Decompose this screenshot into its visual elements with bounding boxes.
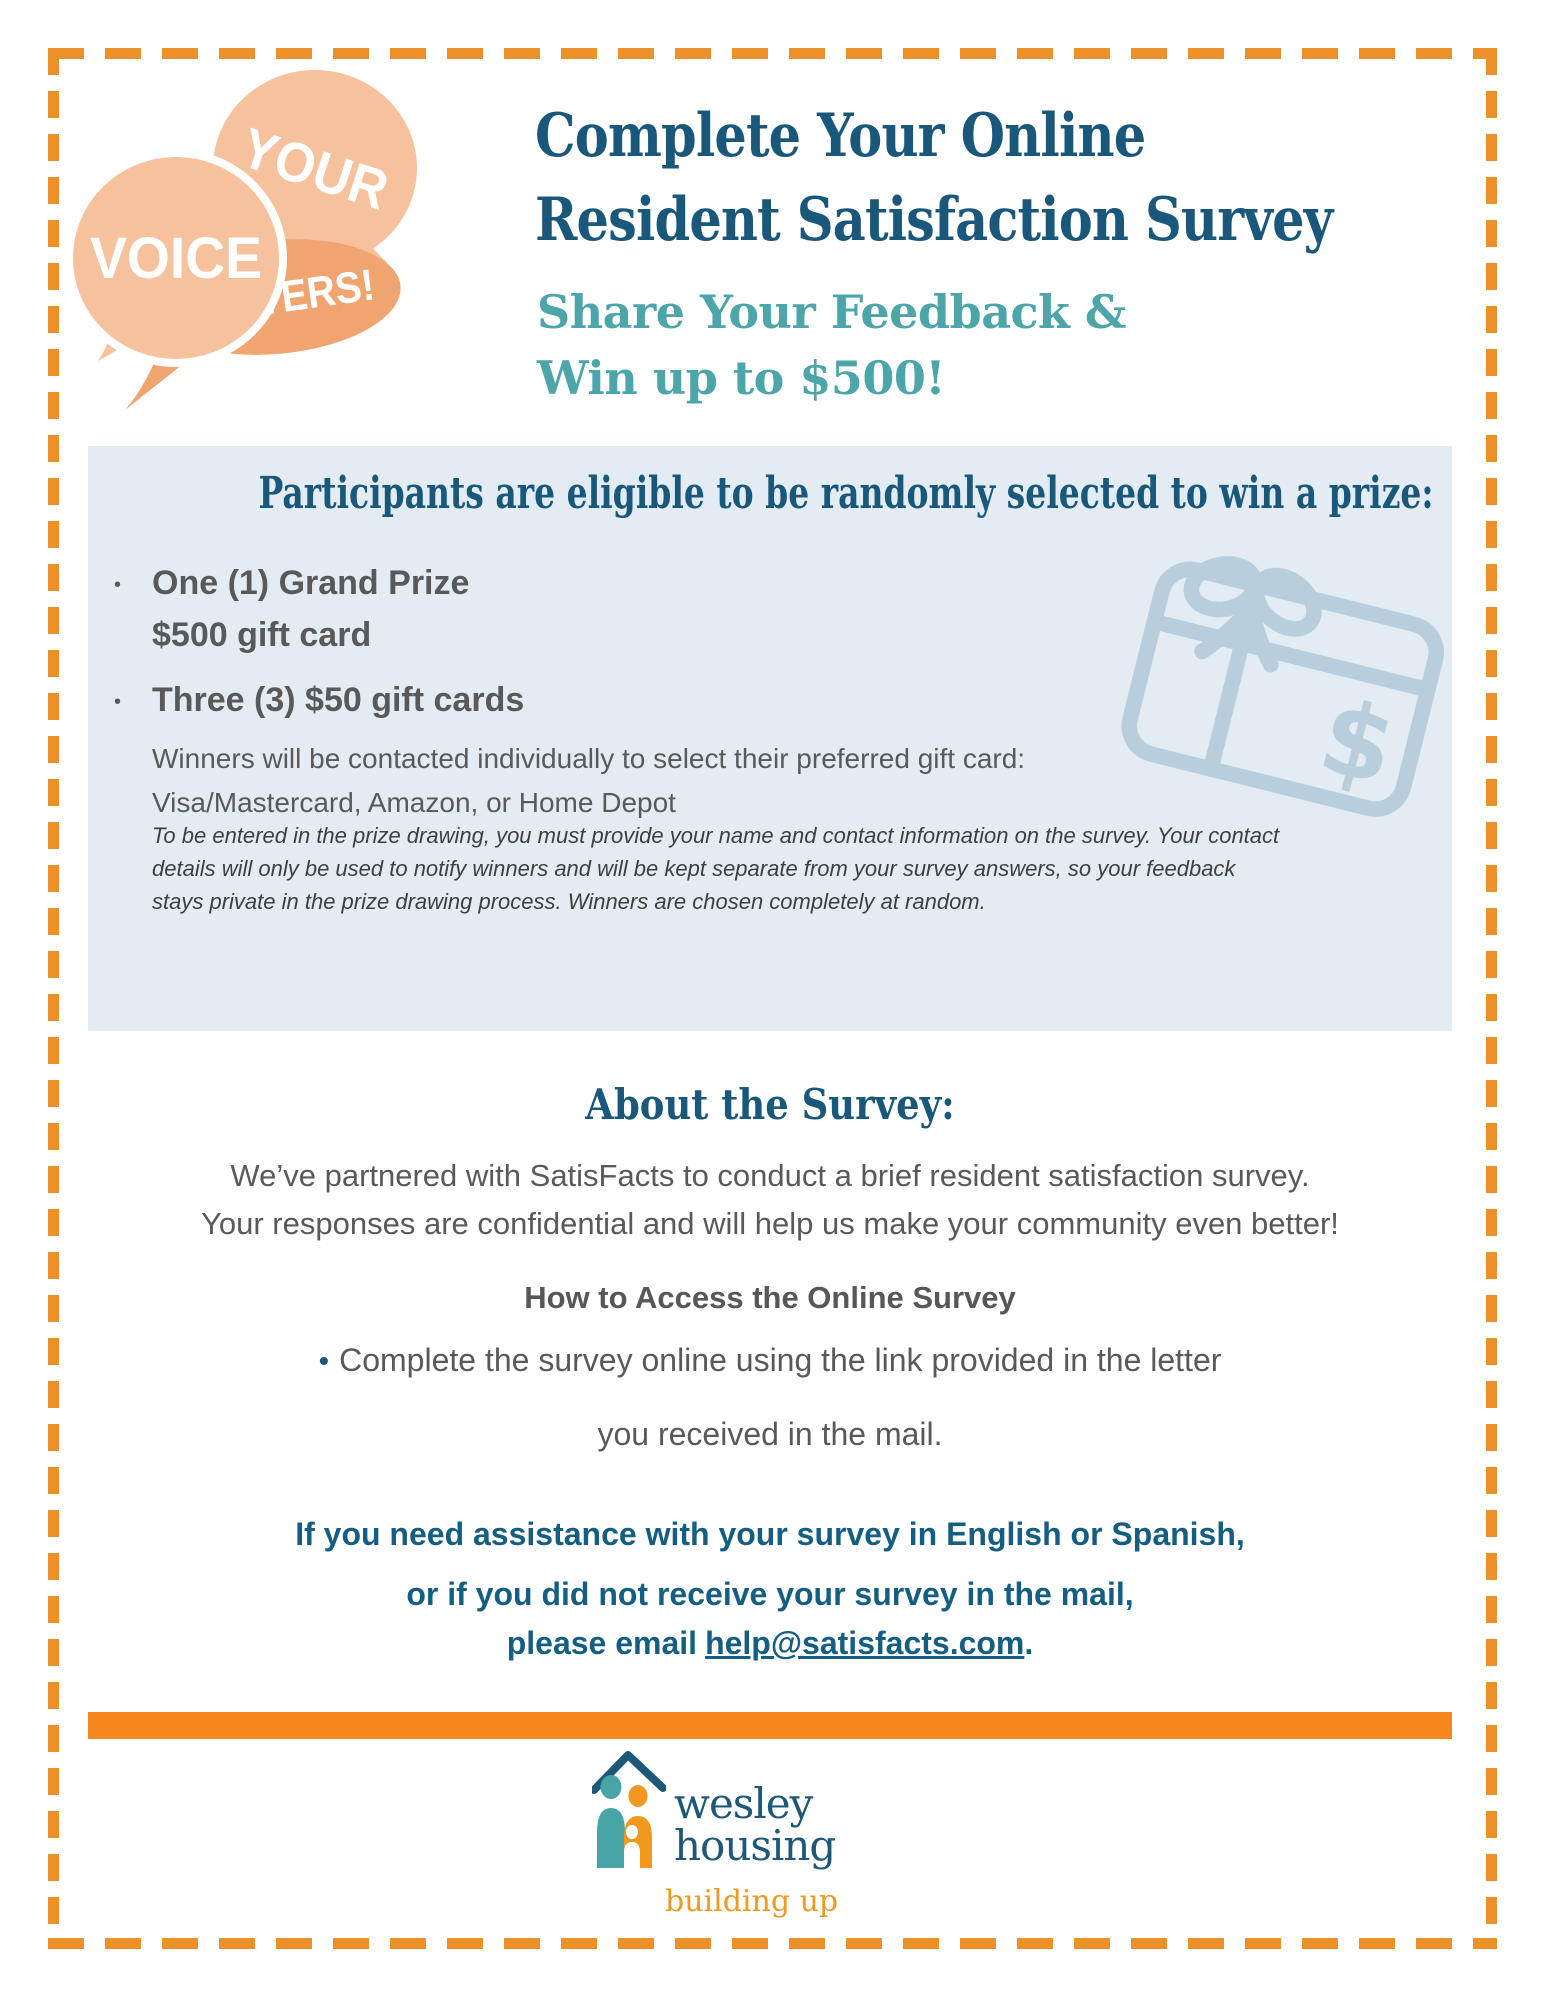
bubble-text-your: YOUR <box>233 115 408 226</box>
prize-item-giftcards <box>152 674 524 726</box>
title-line-2: Resident Satisfaction Survey <box>535 185 1333 255</box>
people-figures <box>597 1775 652 1868</box>
wesley-housing-tagline: building up <box>665 1884 839 1919</box>
how-to-heading: How to Access the Online Survey <box>524 1280 1016 1315</box>
how-to-bullet <box>88 1338 1452 1384</box>
page-title <box>535 94 1332 262</box>
assistance-line-1: If you need assistance with your survey in English or Spanish, <box>295 1516 1245 1552</box>
assistance-line-3 <box>88 1621 1452 1665</box>
bubble-text-voice: VOICE <box>90 226 262 291</box>
wordmark-line-2: housing <box>674 1821 836 1870</box>
speech-bubble-voice <box>69 153 283 370</box>
subtitle-line-1: Share Your Feedback & <box>537 285 1126 339</box>
wordmark-line-1: wesley <box>674 1779 813 1828</box>
assistance-line-2: or if you did not receive your survey in the mail, <box>406 1576 1134 1612</box>
prize-note: Winners will be contacted individually to select their preferred gift card: Visa/Mastercard, Amazon, or Home Depot <box>152 743 1026 818</box>
bullet-dot-icon: • <box>114 691 122 713</box>
bullet-dot-icon: • <box>114 574 122 596</box>
bubble-text-matters: MATTERS! <box>172 256 402 337</box>
dollar-sign-glyph: $ <box>1308 676 1407 810</box>
wesley-housing-house-icon <box>592 1750 666 1872</box>
prize-panel <box>88 446 1452 1031</box>
assistance-line-3-suffix: . <box>1024 1625 1034 1661</box>
how-to-bullet-text: Complete the survey online using the link provided in the letter <box>339 1342 1222 1378</box>
wesley-housing-wordmark <box>674 1779 836 1870</box>
divider-bar <box>88 1712 1452 1739</box>
how-to-continuation: you received in the mail. <box>597 1416 943 1452</box>
subtitle-line-2: Win up to $500! <box>537 351 946 405</box>
wesley-housing-logo <box>592 1750 838 1919</box>
about-body-line-2: Your responses are confidential and will help us make your community even better! <box>201 1206 1339 1241</box>
prize-panel-heading: Participants are eligible to be randomly selected to win a prize: <box>258 468 1434 519</box>
prize-item-line: $500 gift card <box>152 616 372 654</box>
prize-item-grand <box>152 557 469 661</box>
assistance-line-3-prefix: please email <box>506 1625 698 1661</box>
border-right <box>1486 48 1497 1949</box>
border-bottom <box>48 1938 1497 1949</box>
your-voice-matters-icon <box>55 50 505 430</box>
prize-fine-print: To be entered in the prize drawing, you must provide your name and contact information on the survey. Your contact details will only be used to notify winners and will be kept separate from your survey answers, so your feedback stays private in the prize drawing process. Winners are chosen completely at random. <box>152 823 1280 914</box>
prize-item-line: One (1) Grand Prize <box>152 564 470 602</box>
about-body-line-1: We’ve partnered with SatisFacts to conduct a brief resident satisfaction survey. <box>230 1158 1310 1193</box>
about-body <box>88 1152 1452 1248</box>
bullet-dot-icon: • <box>318 1345 330 1378</box>
gift-card-icon <box>1108 531 1453 846</box>
about-heading: About the Survey: <box>585 1080 955 1129</box>
email-link[interactable]: help@satisfacts.com <box>705 1625 1025 1661</box>
prize-item-line: Three (3) $50 gift cards <box>152 681 525 719</box>
page-subtitle <box>537 279 1126 411</box>
title-line-1: Complete Your Online <box>535 101 1146 171</box>
